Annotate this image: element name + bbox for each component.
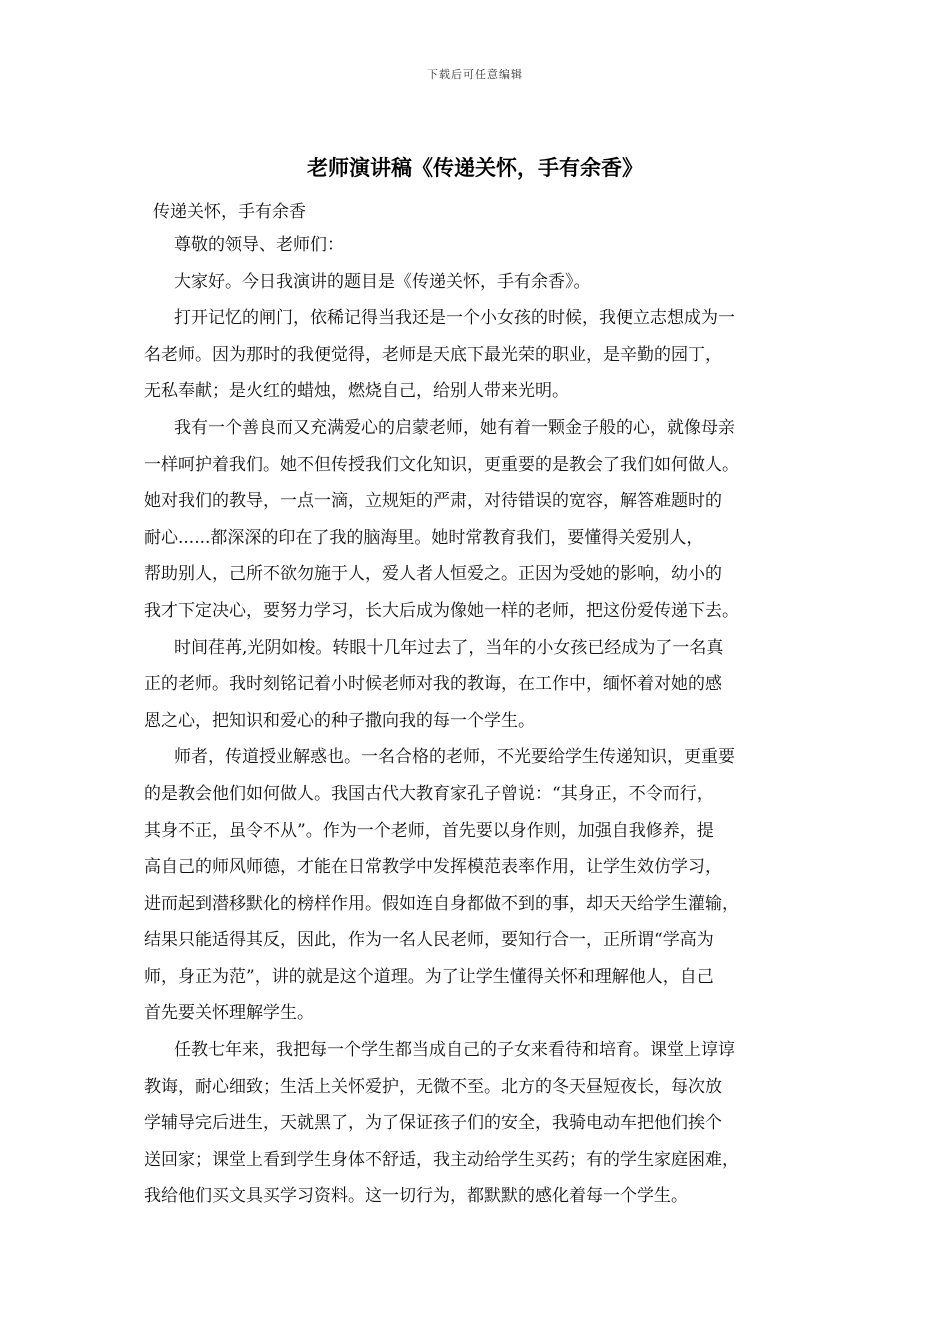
paragraph-line: 的是教会他们如何做人。我国古代大教育家孔子曾说：“其身正，不令而行，: [144, 783, 714, 804]
paragraph-line: 高自己的师风师德，才能在日常教学中发挥模范表率作用，让学生效仿学习，: [144, 857, 722, 878]
paragraph: [144, 630, 820, 740]
paragraph-line: 师者，传道授业解惑也。一名合格的老师，不光要给学生传递知识，更重要: [174, 747, 735, 768]
paragraph-line: 名老师。因为那时的我便觉得，老师是天底下最光荣的职业，是辛勤的园丁，: [144, 344, 722, 365]
paragraph-line: 我给他们买文具买学习资料。这一切行为，都默默的感化着每一个学生。: [144, 1186, 688, 1207]
paragraph-line: 时间荏苒,光阴如梭。转眼十几年过去了，当年的小女孩已经成为了一名真: [174, 637, 724, 658]
paragraph-line: 耐心......都深深的印在了我的脑海里。她时常教育我们，要懂得关爱别人，: [144, 527, 704, 548]
paragraph-line: 她对我们的教导，一点一滴，立规矩的严肃，对待错误的宽容，解答难题时的: [144, 491, 722, 512]
paragraph-list: [144, 227, 820, 1215]
paragraph-line: 师，身正为范”，讲的就是这个道理。为了让学生懂得关怀和理解他人，自己: [144, 966, 714, 987]
speech-subtitle: 传递关怀，手有余香: [153, 202, 306, 222]
paragraph-line: 教诲，耐心细致；生活上关怀爱护，无微不至。北方的冬天昼短夜长，每次放: [144, 1076, 722, 1097]
paragraph-line: 尊敬的领导、老师们：: [174, 235, 344, 255]
paragraph-line: 正的老师。我时刻铭记着小时候老师对我的教诲，在工作中，缅怀着对她的感: [144, 674, 722, 695]
paragraph-line: 我有一个善良而又充满爱心的启蒙老师，她有着一颗金子般的心，就像母亲: [174, 417, 735, 438]
paragraph-line: 进而起到潜移默化的榜样作用。假如连自身都做不到的事，却天天给学生灌输，: [144, 893, 739, 914]
header-note: 下载后可任意编辑: [427, 68, 523, 81]
paragraph: [144, 264, 820, 301]
paragraph-line: 任教七年来，我把每一个学生都当成自己的子女来看待和培育。课堂上谆谆: [174, 1040, 735, 1061]
paragraph-line: 无私奉献；是火红的蜡烛，燃烧自己，给别人带来光明。: [144, 381, 569, 402]
paragraph-line: 其身不正，虽令不从”。作为一个老师，首先要以身作则，加强自我修养，提: [144, 820, 714, 841]
document-body: [144, 197, 820, 1215]
paragraph-line: 送回家；课堂上看到学生身体不舒适，我主动给学生买药；有的学生家庭困难，: [144, 1149, 739, 1170]
paragraph-line: 首先要关怀理解学生。: [144, 1003, 314, 1024]
paragraph-line: 大家好。今日我演讲的题目是《传递关怀，手有余香》。: [174, 271, 591, 292]
paragraph: [144, 1032, 820, 1215]
document-title: 老师演讲稿《传递关怀，手有余香》: [307, 155, 643, 180]
paragraph: [144, 739, 820, 1032]
paragraph-line: 我才下定决心，要努力学习，长大后成为像她一样的老师，把这份爱传递下去。: [144, 600, 739, 621]
paragraph-line: 恩之心，把知识和爱心的种子撒向我的每一个学生。: [144, 710, 535, 731]
paragraph-line: 打开记忆的闸门，依稀记得当我还是一个小女孩的时候，我便立志想成为一: [174, 308, 735, 329]
paragraph-line: 一样呵护着我们。她不但传授我们文化知识，更重要的是教会了我们如何做人。: [144, 454, 739, 475]
paragraph: [144, 300, 820, 410]
paragraph: [144, 410, 820, 630]
paragraph: [144, 227, 820, 264]
paragraph-line: 结果只能适得其反，因此，作为一名人民老师，要知行合一，正所谓“学高为: [144, 930, 714, 951]
paragraph-line: 学辅导完后进生，天就黑了，为了保证孩子们的安全，我骑电动车把他们挨个: [144, 1113, 722, 1134]
paragraph-line: 帮助别人，己所不欲勿施于人，爱人者人恒爱之。正因为受她的影响，幼小的: [144, 564, 722, 585]
